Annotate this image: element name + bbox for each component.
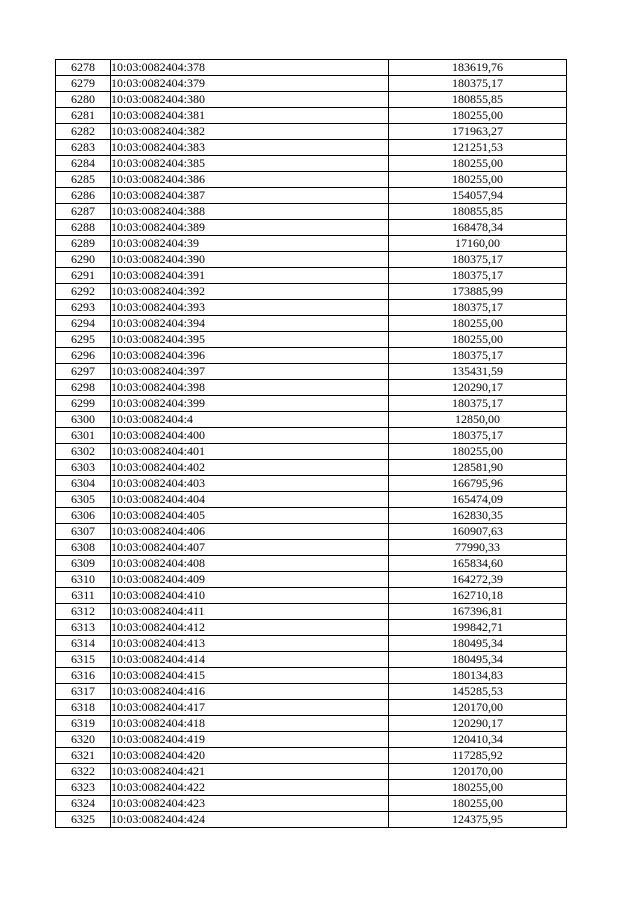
- row-number-cell: 6314: [56, 636, 111, 652]
- table-row: [56, 380, 567, 396]
- row-number-cell: 6304: [56, 476, 111, 492]
- table-row: [56, 668, 567, 684]
- table-row: [56, 732, 567, 748]
- table-row: [56, 300, 567, 316]
- table-row: [56, 780, 567, 796]
- cadastral-value-table: [55, 59, 567, 828]
- cadastral-number-cell: 10:03:0082404:404: [111, 492, 389, 508]
- table-row: [56, 92, 567, 108]
- row-number-cell: 6284: [56, 156, 111, 172]
- table-row: [56, 348, 567, 364]
- cadastral-number-cell: 10:03:0082404:414: [111, 652, 389, 668]
- cadastral-number-cell: 10:03:0082404:394: [111, 316, 389, 332]
- row-number-cell: 6316: [56, 668, 111, 684]
- cadastral-number-cell: 10:03:0082404:403: [111, 476, 389, 492]
- cadastral-value-cell: 165474,09: [389, 492, 567, 508]
- table-row: [56, 492, 567, 508]
- cadastral-number-cell: 10:03:0082404:399: [111, 396, 389, 412]
- cadastral-value-cell: 121251,53: [389, 140, 567, 156]
- cadastral-value-cell: 173885,99: [389, 284, 567, 300]
- row-number-cell: 6319: [56, 716, 111, 732]
- cadastral-value-cell: 180855,85: [389, 92, 567, 108]
- row-number-cell: 6323: [56, 780, 111, 796]
- cadastral-value-cell: 162830,35: [389, 508, 567, 524]
- row-number-cell: 6280: [56, 92, 111, 108]
- row-number-cell: 6318: [56, 700, 111, 716]
- cadastral-number-cell: 10:03:0082404:379: [111, 76, 389, 92]
- cadastral-number-cell: 10:03:0082404:398: [111, 380, 389, 396]
- cadastral-number-cell: 10:03:0082404:412: [111, 620, 389, 636]
- cadastral-number-cell: 10:03:0082404:405: [111, 508, 389, 524]
- cadastral-value-cell: 166795,96: [389, 476, 567, 492]
- row-number-cell: 6305: [56, 492, 111, 508]
- cadastral-number-cell: 10:03:0082404:39: [111, 236, 389, 252]
- cadastral-value-cell: 180255,00: [389, 780, 567, 796]
- table-row: [56, 716, 567, 732]
- cadastral-value-cell: 154057,94: [389, 188, 567, 204]
- cadastral-number-cell: 10:03:0082404:4: [111, 412, 389, 428]
- cadastral-number-cell: 10:03:0082404:418: [111, 716, 389, 732]
- cadastral-value-cell: 117285,92: [389, 748, 567, 764]
- cadastral-number-cell: 10:03:0082404:383: [111, 140, 389, 156]
- table-row: [56, 540, 567, 556]
- table-row: [56, 124, 567, 140]
- row-number-cell: 6311: [56, 588, 111, 604]
- table-row: [56, 252, 567, 268]
- row-number-cell: 6297: [56, 364, 111, 380]
- cadastral-value-cell: 164272,39: [389, 572, 567, 588]
- table-row: [56, 460, 567, 476]
- cadastral-value-cell: 171963,27: [389, 124, 567, 140]
- table-row: [56, 204, 567, 220]
- cadastral-value-cell: 168478,34: [389, 220, 567, 236]
- cadastral-number-cell: 10:03:0082404:416: [111, 684, 389, 700]
- row-number-cell: 6302: [56, 444, 111, 460]
- cadastral-value-cell: 180134,83: [389, 668, 567, 684]
- cadastral-value-cell: 162710,18: [389, 588, 567, 604]
- cadastral-value-cell: 180375,17: [389, 76, 567, 92]
- cadastral-number-cell: 10:03:0082404:409: [111, 572, 389, 588]
- row-number-cell: 6315: [56, 652, 111, 668]
- table-row: [56, 364, 567, 380]
- row-number-cell: 6279: [56, 76, 111, 92]
- cadastral-number-cell: 10:03:0082404:407: [111, 540, 389, 556]
- cadastral-number-cell: 10:03:0082404:415: [111, 668, 389, 684]
- table-row: [56, 444, 567, 460]
- cadastral-value-cell: 77990,33: [389, 540, 567, 556]
- table-row: [56, 556, 567, 572]
- cadastral-value-cell: 167396,81: [389, 604, 567, 620]
- cadastral-number-cell: 10:03:0082404:424: [111, 812, 389, 828]
- row-number-cell: 6294: [56, 316, 111, 332]
- table-row: [56, 604, 567, 620]
- table-row: [56, 524, 567, 540]
- cadastral-value-cell: 180375,17: [389, 268, 567, 284]
- cadastral-number-cell: 10:03:0082404:400: [111, 428, 389, 444]
- cadastral-number-cell: 10:03:0082404:385: [111, 156, 389, 172]
- cadastral-number-cell: 10:03:0082404:390: [111, 252, 389, 268]
- row-number-cell: 6321: [56, 748, 111, 764]
- cadastral-number-cell: 10:03:0082404:402: [111, 460, 389, 476]
- cadastral-value-cell: 120170,00: [389, 764, 567, 780]
- row-number-cell: 6296: [56, 348, 111, 364]
- table-row: [56, 812, 567, 828]
- cadastral-value-cell: 199842,71: [389, 620, 567, 636]
- table-row: [56, 60, 567, 76]
- cadastral-value-cell: 145285,53: [389, 684, 567, 700]
- cadastral-value-cell: 124375,95: [389, 812, 567, 828]
- row-number-cell: 6289: [56, 236, 111, 252]
- cadastral-number-cell: 10:03:0082404:419: [111, 732, 389, 748]
- table-row: [56, 396, 567, 412]
- row-number-cell: 6309: [56, 556, 111, 572]
- table-row: [56, 652, 567, 668]
- row-number-cell: 6293: [56, 300, 111, 316]
- cadastral-value-cell: 180375,17: [389, 300, 567, 316]
- table-row: [56, 284, 567, 300]
- row-number-cell: 6313: [56, 620, 111, 636]
- cadastral-value-cell: 180255,00: [389, 172, 567, 188]
- cadastral-value-cell: 180255,00: [389, 108, 567, 124]
- row-number-cell: 6312: [56, 604, 111, 620]
- cadastral-number-cell: 10:03:0082404:378: [111, 60, 389, 76]
- cadastral-number-cell: 10:03:0082404:420: [111, 748, 389, 764]
- row-number-cell: 6303: [56, 460, 111, 476]
- table-row: [56, 428, 567, 444]
- cadastral-value-cell: 180255,00: [389, 156, 567, 172]
- row-number-cell: 6290: [56, 252, 111, 268]
- cadastral-value-cell: 160907,63: [389, 524, 567, 540]
- row-number-cell: 6291: [56, 268, 111, 284]
- row-number-cell: 6320: [56, 732, 111, 748]
- cadastral-value-cell: 120170,00: [389, 700, 567, 716]
- cadastral-number-cell: 10:03:0082404:423: [111, 796, 389, 812]
- table-row: [56, 188, 567, 204]
- table-row: [56, 796, 567, 812]
- table-body: [56, 60, 567, 828]
- cadastral-value-cell: 17160,00: [389, 236, 567, 252]
- table-row: [56, 156, 567, 172]
- cadastral-number-cell: 10:03:0082404:388: [111, 204, 389, 220]
- cadastral-value-cell: 180375,17: [389, 252, 567, 268]
- table-row: [56, 140, 567, 156]
- cadastral-number-cell: 10:03:0082404:389: [111, 220, 389, 236]
- cadastral-number-cell: 10:03:0082404:395: [111, 332, 389, 348]
- cadastral-value-cell: 120290,17: [389, 380, 567, 396]
- row-number-cell: 6281: [56, 108, 111, 124]
- cadastral-number-cell: 10:03:0082404:411: [111, 604, 389, 620]
- row-number-cell: 6299: [56, 396, 111, 412]
- cadastral-number-cell: 10:03:0082404:387: [111, 188, 389, 204]
- cadastral-value-cell: 128581,90: [389, 460, 567, 476]
- row-number-cell: 6310: [56, 572, 111, 588]
- cadastral-number-cell: 10:03:0082404:381: [111, 108, 389, 124]
- table-row: [56, 412, 567, 428]
- table-row: [56, 764, 567, 780]
- cadastral-number-cell: 10:03:0082404:408: [111, 556, 389, 572]
- cadastral-value-cell: 135431,59: [389, 364, 567, 380]
- cadastral-number-cell: 10:03:0082404:380: [111, 92, 389, 108]
- cadastral-value-cell: 183619,76: [389, 60, 567, 76]
- row-number-cell: 6292: [56, 284, 111, 300]
- row-number-cell: 6287: [56, 204, 111, 220]
- table-row: [56, 700, 567, 716]
- cadastral-value-cell: 180495,34: [389, 636, 567, 652]
- table-row: [56, 316, 567, 332]
- table-row: [56, 172, 567, 188]
- cadastral-value-cell: 180255,00: [389, 796, 567, 812]
- table-row: [56, 236, 567, 252]
- table-row: [56, 108, 567, 124]
- cadastral-number-cell: 10:03:0082404:392: [111, 284, 389, 300]
- table-row: [56, 268, 567, 284]
- cadastral-number-cell: 10:03:0082404:386: [111, 172, 389, 188]
- cadastral-value-cell: 180375,17: [389, 348, 567, 364]
- table-row: [56, 220, 567, 236]
- table-row: [56, 636, 567, 652]
- row-number-cell: 6322: [56, 764, 111, 780]
- cadastral-number-cell: 10:03:0082404:422: [111, 780, 389, 796]
- table-row: [56, 476, 567, 492]
- row-number-cell: 6288: [56, 220, 111, 236]
- row-number-cell: 6298: [56, 380, 111, 396]
- row-number-cell: 6308: [56, 540, 111, 556]
- table-row: [56, 620, 567, 636]
- cadastral-number-cell: 10:03:0082404:396: [111, 348, 389, 364]
- cadastral-number-cell: 10:03:0082404:413: [111, 636, 389, 652]
- row-number-cell: 6282: [56, 124, 111, 140]
- cadastral-number-cell: 10:03:0082404:382: [111, 124, 389, 140]
- table-row: [56, 76, 567, 92]
- row-number-cell: 6283: [56, 140, 111, 156]
- cadastral-number-cell: 10:03:0082404:410: [111, 588, 389, 604]
- table-row: [56, 588, 567, 604]
- row-number-cell: 6306: [56, 508, 111, 524]
- cadastral-value-cell: 180375,17: [389, 428, 567, 444]
- row-number-cell: 6295: [56, 332, 111, 348]
- cadastral-number-cell: 10:03:0082404:391: [111, 268, 389, 284]
- row-number-cell: 6285: [56, 172, 111, 188]
- cadastral-number-cell: 10:03:0082404:401: [111, 444, 389, 460]
- cadastral-value-cell: 120410,34: [389, 732, 567, 748]
- cadastral-value-cell: 165834,60: [389, 556, 567, 572]
- table-row: [56, 508, 567, 524]
- cadastral-value-cell: 180855,85: [389, 204, 567, 220]
- row-number-cell: 6325: [56, 812, 111, 828]
- cadastral-value-cell: 180375,17: [389, 396, 567, 412]
- table-row: [56, 572, 567, 588]
- cadastral-value-cell: 180255,00: [389, 316, 567, 332]
- cadastral-number-cell: 10:03:0082404:406: [111, 524, 389, 540]
- table-row: [56, 684, 567, 700]
- cadastral-value-cell: 180255,00: [389, 332, 567, 348]
- cadastral-number-cell: 10:03:0082404:397: [111, 364, 389, 380]
- cadastral-value-cell: 180255,00: [389, 444, 567, 460]
- table-row: [56, 748, 567, 764]
- cadastral-value-cell: 120290,17: [389, 716, 567, 732]
- row-number-cell: 6307: [56, 524, 111, 540]
- row-number-cell: 6286: [56, 188, 111, 204]
- row-number-cell: 6317: [56, 684, 111, 700]
- row-number-cell: 6301: [56, 428, 111, 444]
- row-number-cell: 6278: [56, 60, 111, 76]
- cadastral-number-cell: 10:03:0082404:417: [111, 700, 389, 716]
- table-row: [56, 332, 567, 348]
- row-number-cell: 6300: [56, 412, 111, 428]
- row-number-cell: 6324: [56, 796, 111, 812]
- cadastral-value-cell: 180495,34: [389, 652, 567, 668]
- cadastral-number-cell: 10:03:0082404:393: [111, 300, 389, 316]
- cadastral-number-cell: 10:03:0082404:421: [111, 764, 389, 780]
- cadastral-value-cell: 12850,00: [389, 412, 567, 428]
